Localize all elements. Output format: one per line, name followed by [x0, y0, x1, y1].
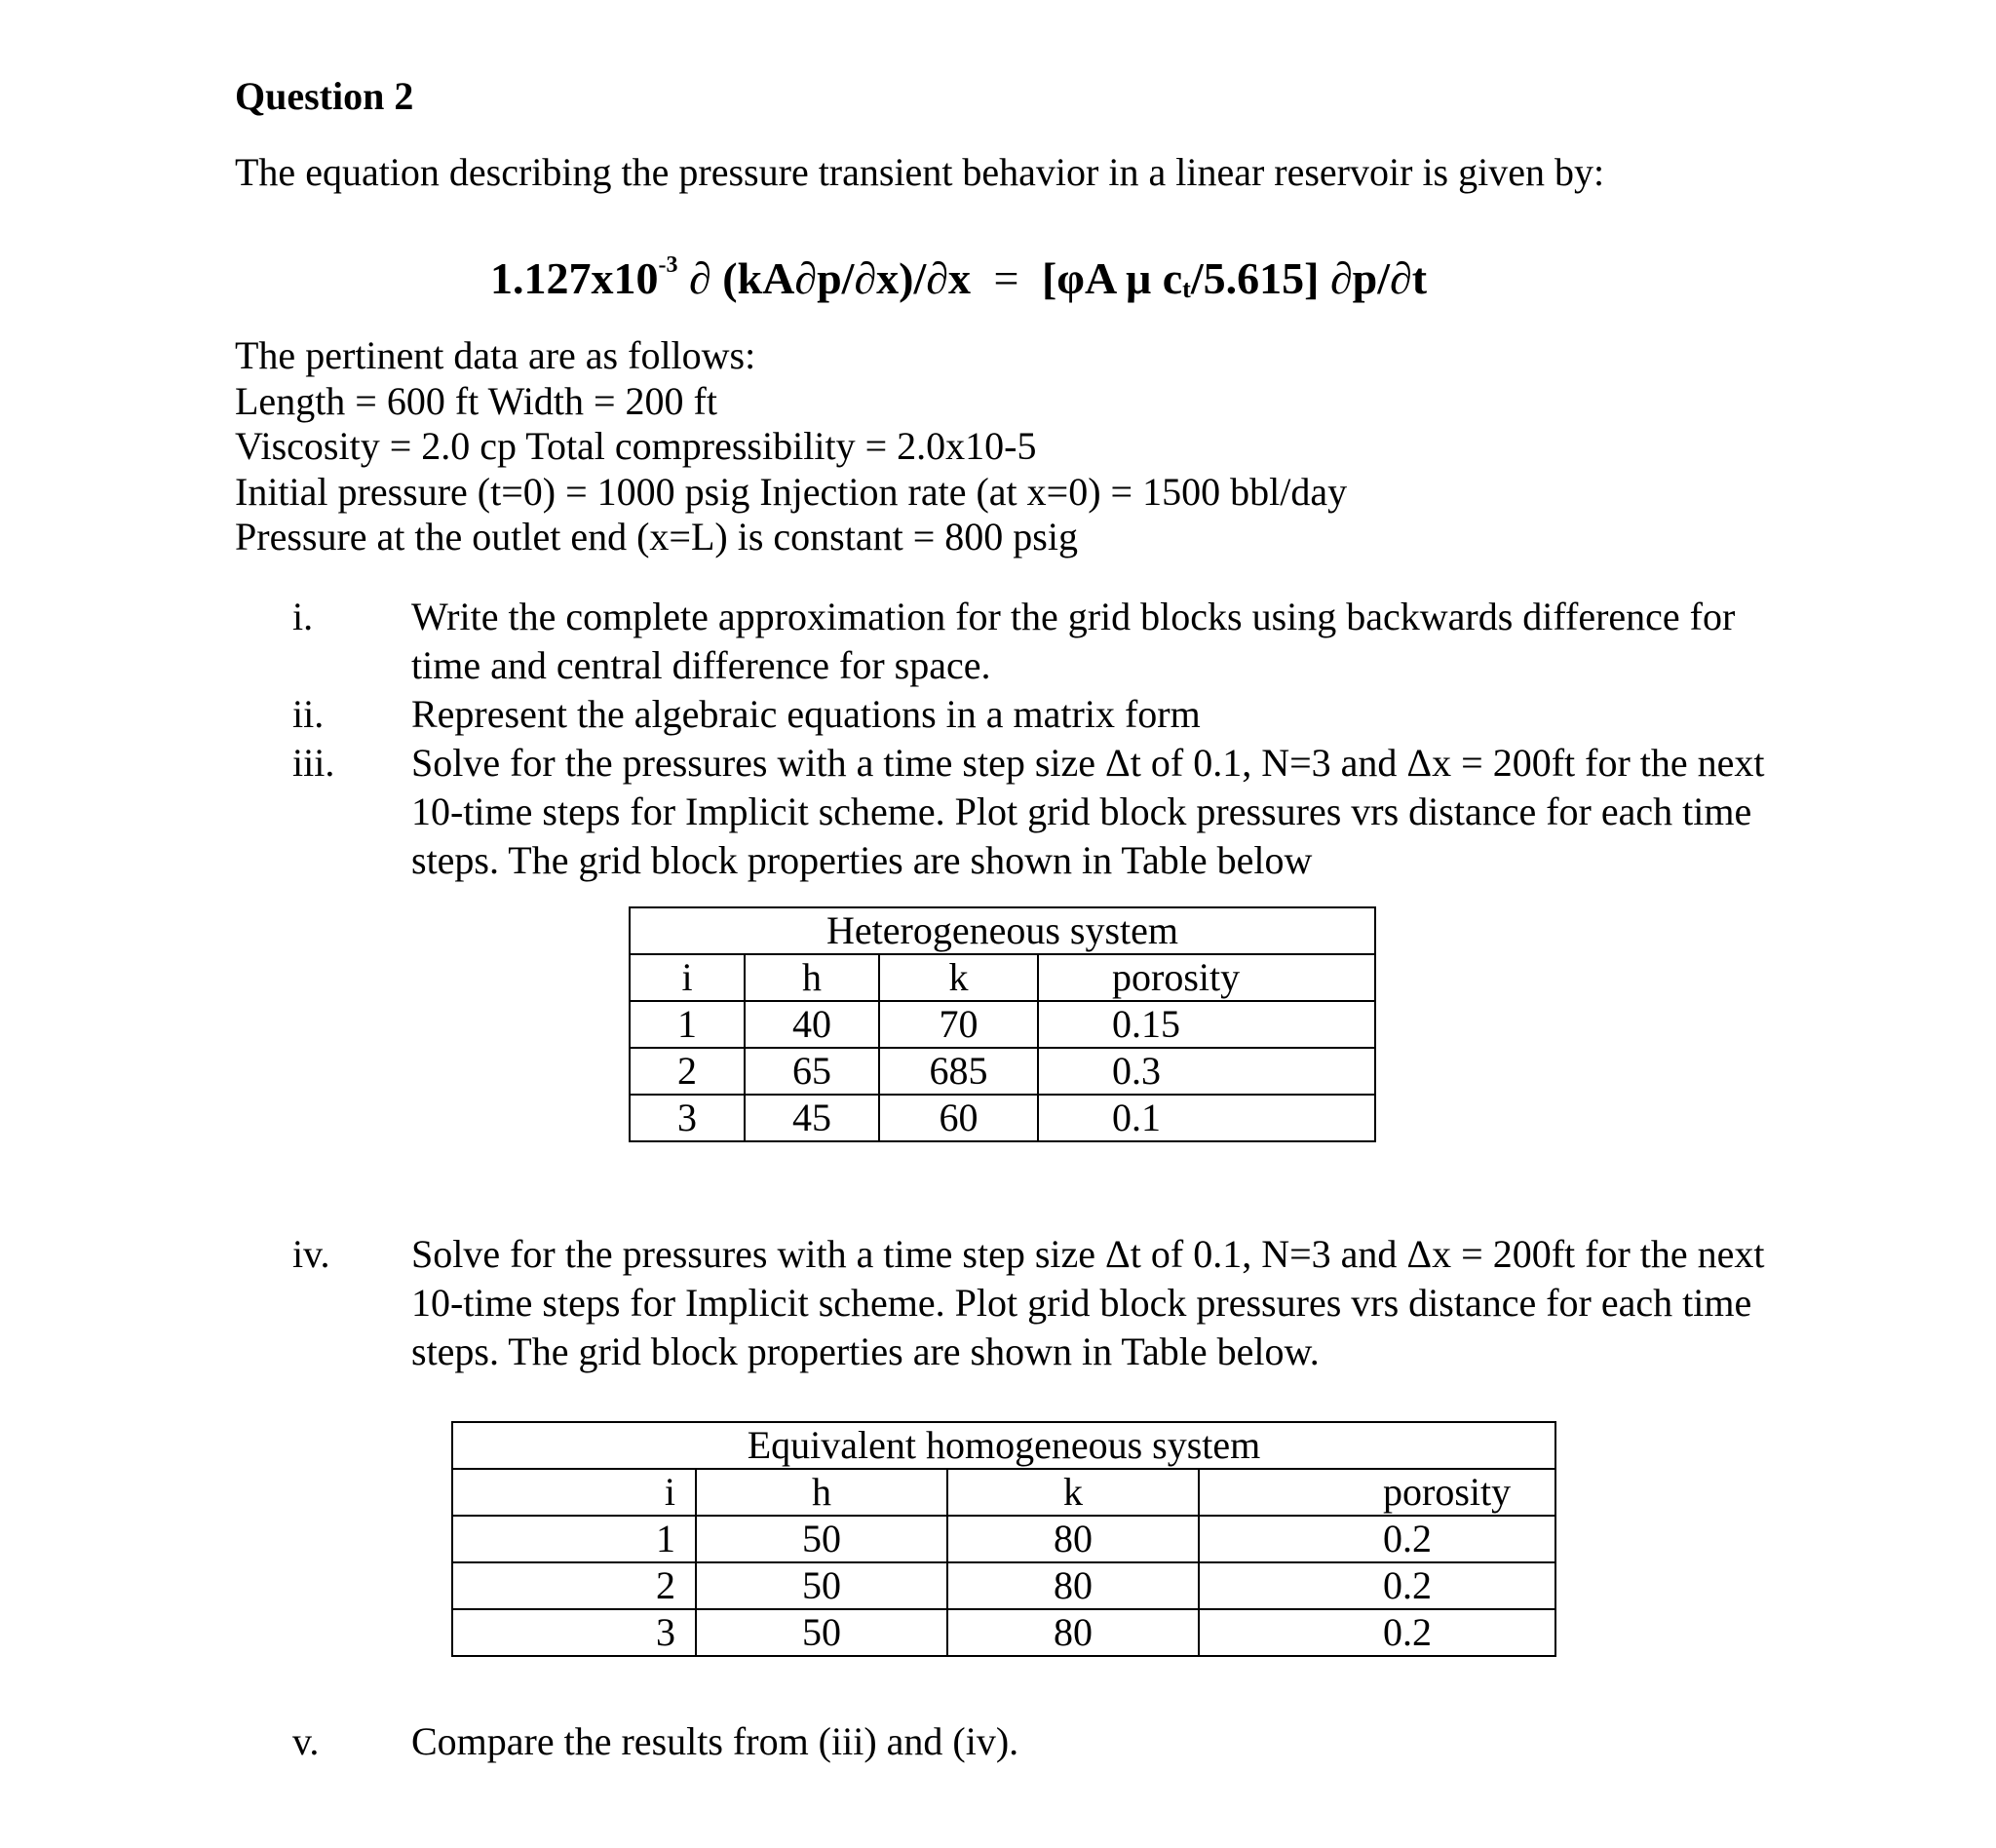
- table-cell: 70: [879, 1001, 1038, 1048]
- table-header-cell: h: [696, 1469, 947, 1516]
- table-cell: 65: [745, 1048, 879, 1095]
- table-row: [630, 1048, 1375, 1095]
- table-cell: 80: [947, 1516, 1199, 1562]
- equation-equals: =: [993, 253, 1019, 303]
- equation-rhs-post: /5.615] ∂p/∂t: [1190, 253, 1428, 303]
- item-text: Solve for the pressures with a time step size Δt of 0.1, N=3 and Δx = 200ft for the next 10-time steps for Implicit scheme. Plot grid block pressures vrs distance for each time steps. The grid block properties are shown in Table below.: [411, 1232, 1765, 1373]
- table-cell: 45: [745, 1095, 879, 1141]
- table-cell: 2: [452, 1562, 696, 1609]
- table-row: [452, 1609, 1555, 1656]
- equation-lhs-exponent: -3: [658, 252, 678, 278]
- item-number: i.: [292, 595, 314, 638]
- table-caption: Equivalent homogeneous system: [452, 1422, 1555, 1469]
- item-number: v.: [292, 1719, 320, 1763]
- table-caption: Heterogeneous system: [630, 907, 1375, 954]
- question-title: Question 2: [235, 74, 414, 118]
- table-cell: 80: [947, 1562, 1199, 1609]
- table-cell: 50: [696, 1516, 947, 1562]
- table-cell: 1: [630, 1001, 745, 1048]
- table-cell: 0.3: [1038, 1048, 1375, 1095]
- item-number: ii.: [292, 692, 325, 736]
- table-cell: 3: [630, 1095, 745, 1141]
- heterogeneous-table: [629, 906, 1376, 1142]
- table-header-cell: i: [452, 1469, 696, 1516]
- data-line: Initial pressure (t=0) = 1000 psig Injection rate (at x=0) = 1500 bbl/day: [235, 469, 1348, 514]
- table-header-row: [452, 1469, 1555, 1516]
- data-line: Length = 600 ft Width = 200 ft: [235, 378, 717, 423]
- table-header-cell: porosity: [1038, 954, 1375, 1001]
- item-text: Compare the results from (iii) and (iv).: [411, 1719, 1019, 1763]
- intro-text: The equation describing the pressure transient behavior in a linear reservoir is given by:: [235, 150, 1605, 194]
- table-caption-row: [630, 907, 1375, 954]
- data-line: Pressure at the outlet end (x=L) is constant = 800 psig: [235, 515, 1078, 558]
- table-caption-row: [452, 1422, 1555, 1469]
- table-row: [452, 1516, 1555, 1562]
- item-text: Represent the algebraic equations in a matrix form: [411, 692, 1201, 736]
- item-text: Solve for the pressures with a time step size Δt of 0.1, N=3 and Δx = 200ft for the next 10-time steps for Implicit scheme. Plot grid block pressures vrs distance for each time steps. The grid block properties are shown in Table below: [411, 741, 1765, 882]
- data-line: Viscosity = 2.0 cp Total compressibility = 2.0x10-5: [235, 424, 1037, 468]
- equation-rhs-subscript: t: [1182, 275, 1191, 303]
- table-cell: 1: [452, 1516, 696, 1562]
- table-cell: 40: [745, 1001, 879, 1048]
- table-cell: 60: [879, 1095, 1038, 1141]
- table-header-cell: h: [745, 954, 879, 1001]
- table-header-row: [630, 954, 1375, 1001]
- table-cell: 685: [879, 1048, 1038, 1095]
- governing-equation: [490, 234, 1427, 321]
- equation-lhs-rest: ∂ (kA∂p/∂x)/∂x: [689, 253, 972, 303]
- pertinent-data: [235, 333, 1347, 560]
- item-number: iii.: [292, 741, 335, 785]
- table-row: [452, 1562, 1555, 1609]
- table-cell: 50: [696, 1609, 947, 1656]
- table-cell: 0.2: [1199, 1516, 1555, 1562]
- table-header-cell: porosity: [1199, 1469, 1555, 1516]
- equation-rhs-pre: [φA μ c: [1041, 253, 1183, 303]
- item-text: Write the complete approximation for the grid blocks using backwards difference for time and central difference for space.: [411, 595, 1736, 687]
- table-cell: 0.2: [1199, 1562, 1555, 1609]
- table-cell: 0.1: [1038, 1095, 1375, 1141]
- item-number: iv.: [292, 1232, 330, 1276]
- table-cell: 80: [947, 1609, 1199, 1656]
- homogeneous-table: [451, 1421, 1556, 1657]
- table-header-cell: k: [879, 954, 1038, 1001]
- table-cell: 2: [630, 1048, 745, 1095]
- table-cell: 0.2: [1199, 1609, 1555, 1656]
- table-cell: 50: [696, 1562, 947, 1609]
- table-row: [630, 1001, 1375, 1048]
- table-cell: 0.15: [1038, 1001, 1375, 1048]
- data-line: The pertinent data are as follows:: [235, 333, 756, 377]
- equation-lhs-coeff: 1.127x10: [490, 253, 659, 303]
- table-row: [630, 1095, 1375, 1141]
- table-header-cell: i: [630, 954, 745, 1001]
- table-header-cell: k: [947, 1469, 1199, 1516]
- table-cell: 3: [452, 1609, 696, 1656]
